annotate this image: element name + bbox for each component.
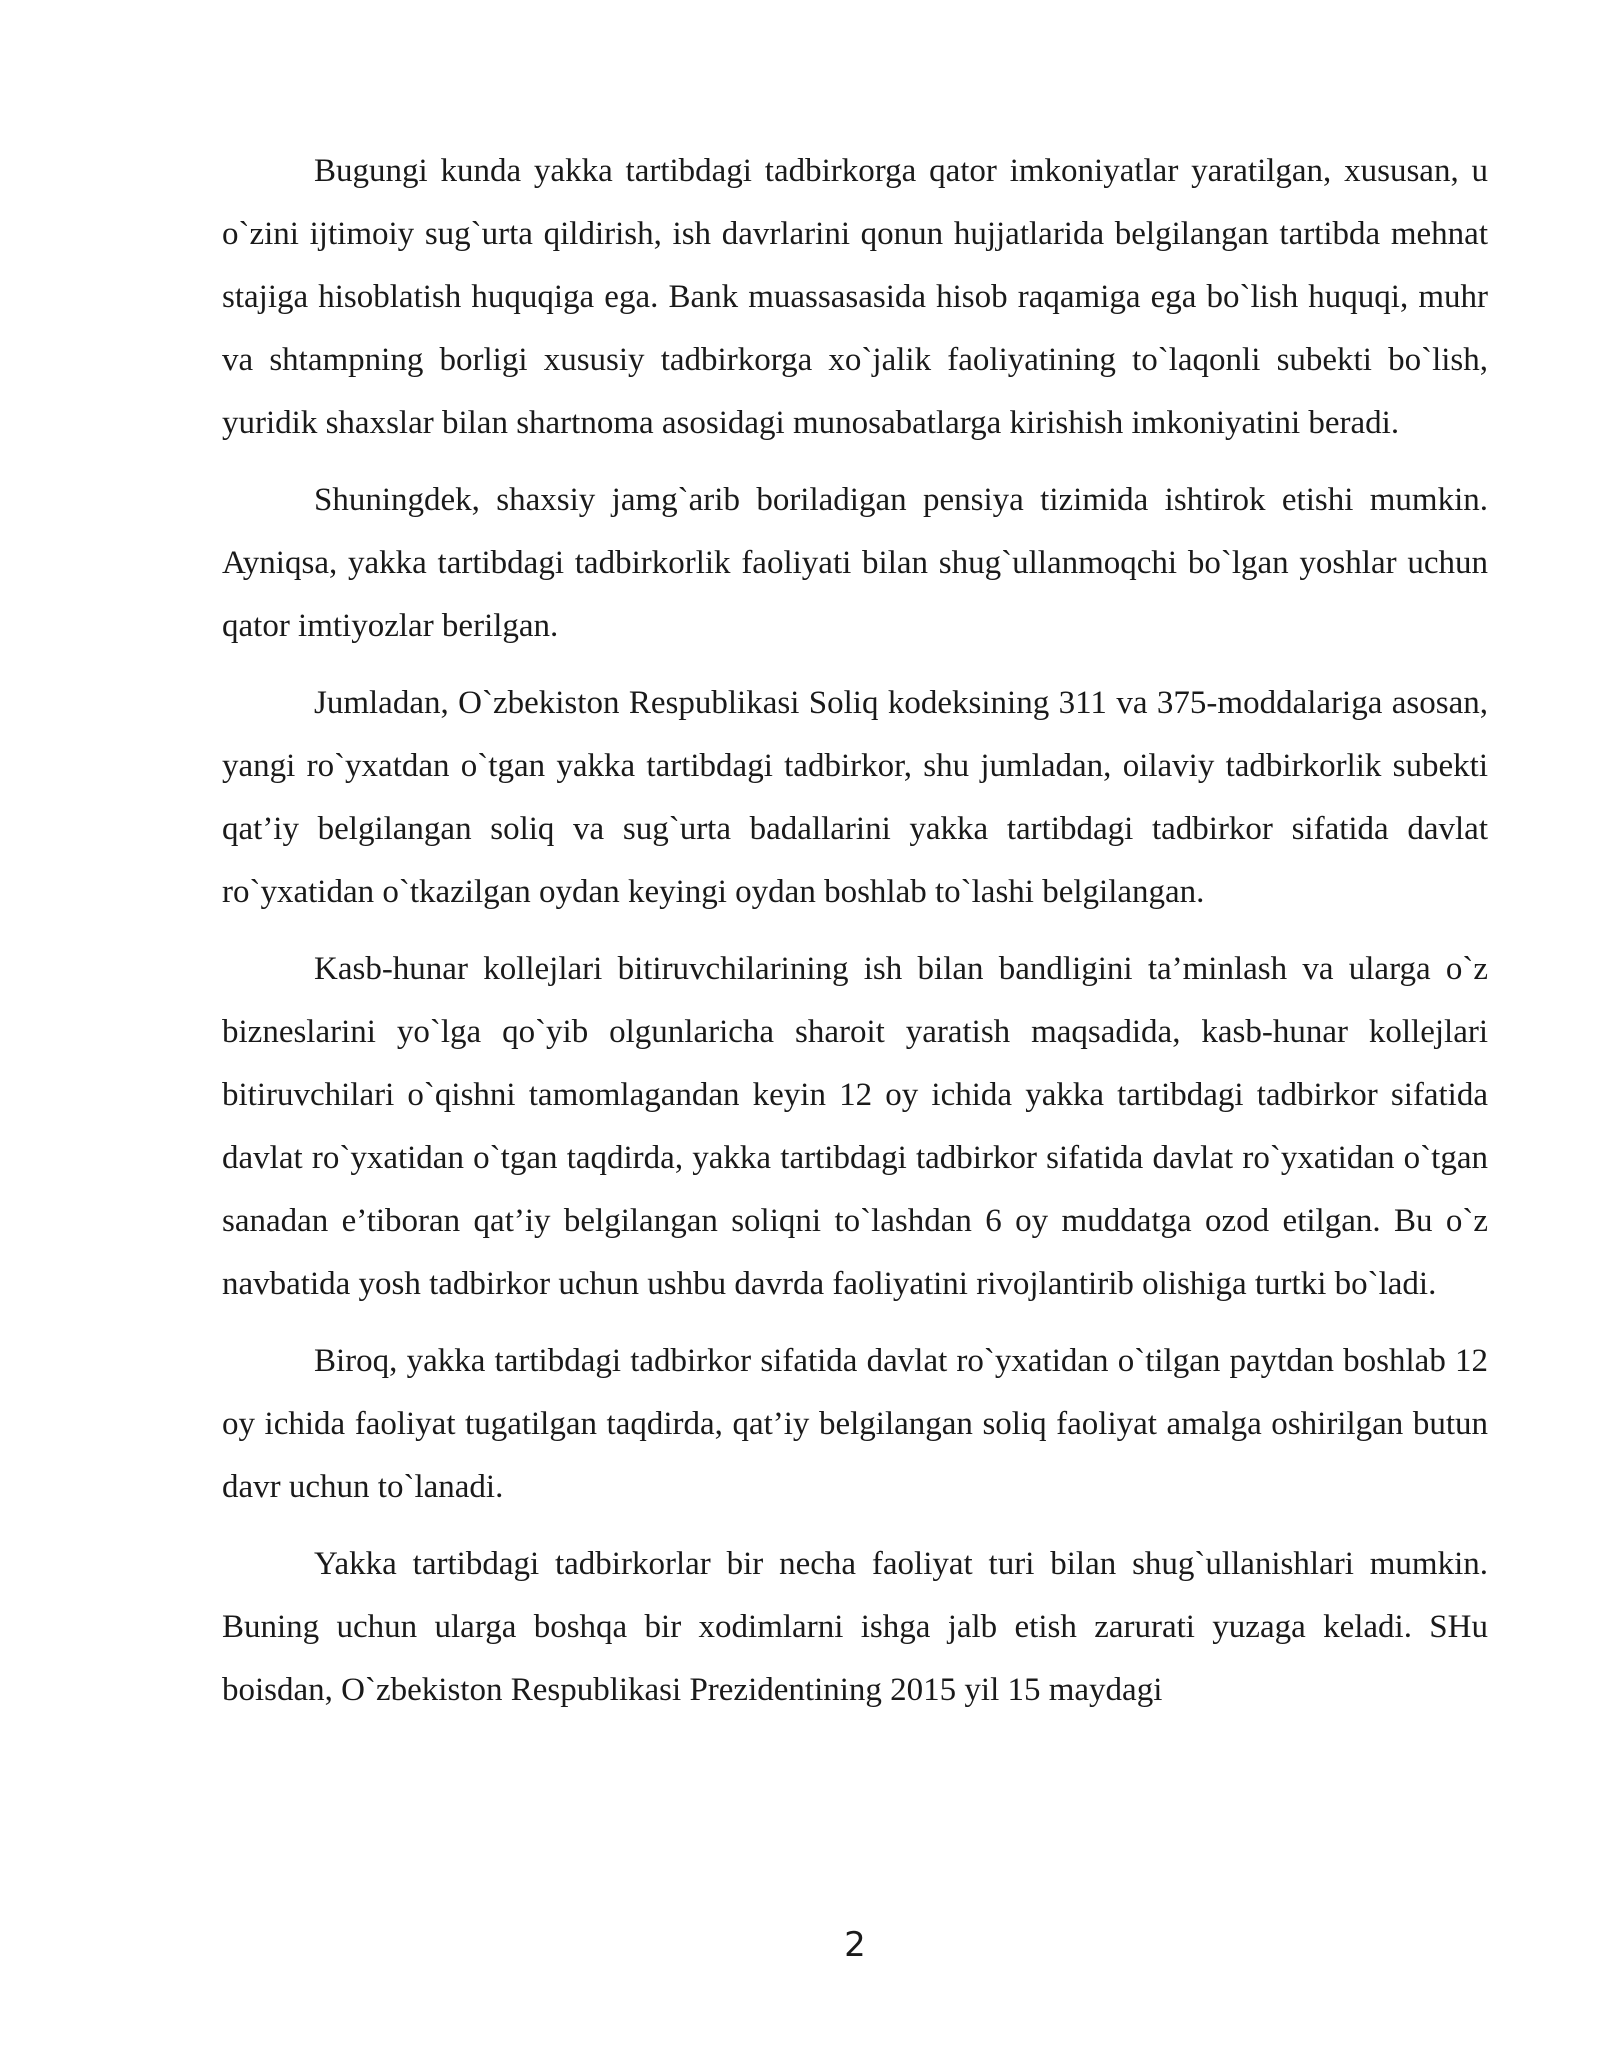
paragraph-6: Yakka tartibdagi tadbirkorlar bir necha faoliyat turi bilan shug`ullanishlari mumkin. Buning uchun ularga boshqa bir xodimlarni ishga jalb etish zarurati yuzaga keladi. SHu boisdan, O`zbekiston Respublikasi Prezidentining 2015 yil 15 maydagi [222, 1546, 1488, 1708]
paragraph-3: Jumladan, O`zbekiston Respublikasi Soliq kodeksining 311 va 375-moddalariga asosan, yangi ro`yxatdan o`tgan yakka tartibdagi tadbirkor, shu jumladan, oilaviy tadbirkorlik subekti qat’iy belgilangan soliq va sug`urta badallarini yakka tartibdagi tadbirkor sifatida davlat ro`yxatidan o`tkazilgan oydan keyingi oydan boshlab to`lashi belgilangan. [222, 685, 1488, 910]
paragraph-5: Biroq, yakka tartibdagi tadbirkor sifatida davlat ro`yxatidan o`tilgan paytdan boshlab 12 oy ichida faoliyat tugatilgan taqdirda, qat’iy belgilangan soliq faoliyat amalga oshirilgan butun davr uchun to`lanadi. [222, 1343, 1488, 1505]
paragraph-4: Kasb-hunar kollejlari bitiruvchilarining ish bilan bandligini ta’minlash va ularga o`z bizneslarini yo`lga qo`yib olgunlaricha sharoit yaratish maqsadida, kasb-hunar kollejlari bitiruvchilari o`qishni tamomlagandan keyin 12 oy ichida yakka tartibdagi tadbirkor sifatida davlat ro`yxatidan o`tgan taqdirda, yakka tartibdagi tadbirkor sifatida davlat ro`yxatidan o`tgan sanadan e’tiboran qat’iy belgilangan soliqni to`lashdan 6 oy muddatga ozod etilgan. Bu o`z navbatida yosh tadbirkor uchun ushbu davrda faoliyatini rivojlantirib olishiga turtki bo`ladi. [222, 951, 1488, 1302]
page-number: 2 [844, 1925, 866, 1965]
body-text [222, 140, 1488, 1736]
paragraph-1: Bugungi kunda yakka tartibdagi tadbirkorga qator imkoniyatlar yaratilgan, xususan, u o`zini ijtimoiy sug`urta qildirish, ish davrlarini qonun hujjatlarida belgilangan tartibda mehnat stajiga hisoblatish huquqiga ega. Bank muassasasida hisob raqamiga ega bo`lish huquqi, muhr va shtampning borligi xususiy tadbirkorga xo`jalik faoliyatining to`laqonli subekti bo`lish, yuridik shaxslar bilan shartnoma asosidagi munosabatlarga kirishish imkoniyatini beradi. [222, 153, 1488, 441]
paragraph-2: Shuningdek, shaxsiy jamg`arib boriladigan pensiya tizimida ishtirok etishi mumkin. Ayniqsa, yakka tartibdagi tadbirkorlik faoliyati bilan shug`ullanmoqchi bo`lgan yoshlar uchun qator imtiyozlar berilgan. [222, 482, 1488, 644]
